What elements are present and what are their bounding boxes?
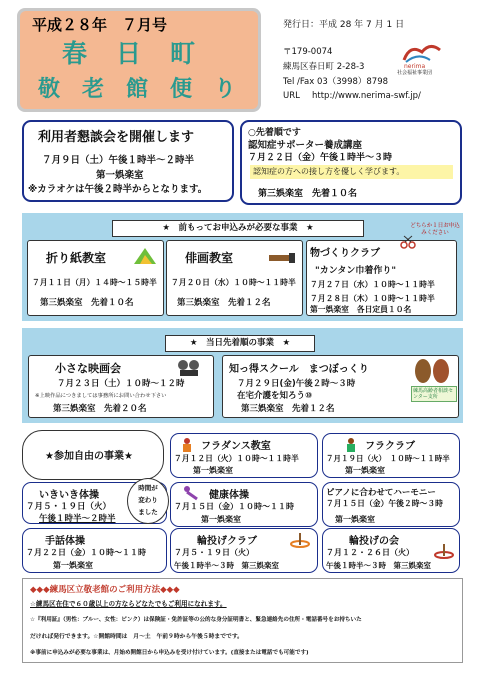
wanage-club-title: 輪投げクラブ — [197, 536, 257, 547]
monozukuri-date1: ７月２７日（水）１０時～１１時半 — [310, 280, 435, 289]
shuwa-date: ７月２２日（金）１０時～１１時 — [26, 548, 146, 557]
movie-card — [28, 355, 214, 418]
ikiiki-callout-1: 時間が — [138, 484, 158, 492]
url-link[interactable]: http://www.nerima-swf.jp/ — [312, 91, 421, 101]
meeting-title: 利用者懇談会を開催します — [38, 130, 195, 145]
school-title: 知っ得スクール まつぼっくり — [229, 364, 369, 375]
haiku-date: ７月２０日（水）１０時～１１時半 — [171, 278, 296, 287]
ikiiki-date: ７月５・１９日（火） — [26, 502, 112, 512]
piano-title: ピアノに合わせてハーモニー — [326, 488, 436, 498]
ikiiki-callout-3: ました — [138, 508, 158, 516]
ikiiki-callout — [127, 478, 169, 524]
wanage-kai-date: ７月１２・２６日（火） — [326, 548, 414, 557]
wanage-club-card — [170, 528, 318, 573]
dementia-title: 認知症サポーター養成講座 — [248, 140, 363, 151]
kenko-card — [170, 482, 318, 527]
hulaclub-title: フラクラブ — [365, 441, 415, 452]
wanage-kai-time: 午後１時半～３時 第三娯楽室 — [326, 561, 431, 570]
footer-title: ◆◆◆練馬区立敬老館のご利用方法◆◆◆ — [30, 585, 180, 595]
school-callout: 練馬高齢者相談センター支所 — [411, 386, 457, 402]
footer-line-3: だければ発行できます。☆開館時間は 月～土 午前９時から午後５時までです。 — [30, 634, 243, 640]
issue-date: 発行日：平成 28 年 7 月 1 日 — [283, 20, 405, 30]
hula-card — [170, 433, 318, 478]
hula-date: ７月１２日（火）１０時～１１時半 — [174, 454, 299, 463]
dementia-note: 認知症の方への接し方を優しく学びます。 — [250, 165, 453, 179]
url-label: URL — [283, 91, 300, 101]
ikiiki-title: いきいき体操 — [39, 490, 99, 501]
footer-line-2: ☆『利用証』（男性：ブルー、女性：ピンク）は保険証・免許証等の公的な身分証明書と、緊急連絡先の住所・電話番号をお持ちいた — [30, 617, 362, 623]
footer-line-1: ☆練馬区在住で６０歳以上の方ならどなたでもご利用になれます。 — [30, 600, 227, 608]
meeting-date: ７月９日（土）午後１時半～２時半 — [42, 155, 195, 166]
dementia-head: ○先着順です — [248, 128, 301, 138]
masthead-subtitle: 敬 老 館 便 り — [38, 77, 237, 102]
wanage-club-time: 午後１時半～３時 第三娯楽室 — [174, 561, 279, 570]
movie-title: 小さな映画会 — [55, 362, 121, 375]
kenko-title: 健康体操 — [209, 490, 249, 501]
brush-icon — [267, 249, 297, 271]
shuwa-place: 第一娯楽室 — [53, 561, 93, 570]
shuwa-title: 手話体操 — [45, 536, 85, 547]
movie-place: 第三娯楽室 先着２０名 — [53, 404, 147, 414]
monozukuri-title: 物づくりクラブ — [310, 248, 380, 259]
tel-fax: Tel /Fax 03（3998）8798 — [283, 77, 389, 87]
hula-title: フラダンス教室 — [201, 441, 271, 452]
wanage-kai-card — [322, 528, 460, 573]
pinecone-icon — [413, 358, 453, 388]
ikiiki-callout-2: 変わり — [138, 496, 158, 504]
dementia-date: ７月２２日（金）午後１時半～３時 — [248, 153, 393, 163]
monozukuri-date2: ７月２８日（木）１０時～１１時半 — [310, 294, 435, 303]
origami-title: 折り紙教室 — [46, 251, 107, 265]
haiku-place: 第三娯楽室 先着１２名 — [177, 298, 271, 308]
logo-text-en: nerima — [404, 63, 426, 70]
masthead-title: 春 日 町 — [62, 39, 198, 68]
ikiiki-time: 午後１時半～２時半 — [39, 514, 116, 524]
school-place: 第三娯楽室 先着１２名 — [241, 404, 335, 414]
nerima-logo-icon — [400, 42, 444, 64]
firstcome-header: ★ 当日先着順の事業 ★ — [165, 335, 315, 352]
ring-toss-icon — [289, 532, 311, 552]
school-card — [222, 355, 459, 418]
free-header-box — [22, 430, 164, 480]
school-date: ７月２９日(金)午後２時～３時 — [237, 379, 356, 389]
meeting-place: 第一娯楽室 — [96, 170, 144, 181]
paper-crane-icon — [132, 246, 158, 272]
footer-line-4: ※事前に申込みが必要な事業は、月始め開館日から申込みを受け付けています。(直接または電話でも可能です) — [30, 650, 309, 656]
hula-place: 第一娯楽室 — [193, 466, 233, 475]
movie-note: ※上映作品につきましては事務所にお問い合わせ下さい — [35, 393, 167, 399]
haiku-card — [166, 240, 303, 316]
piano-card — [322, 482, 460, 527]
logo-text-jp: 社会福祉事業団 — [397, 70, 433, 76]
origami-place: 第三娯楽室 先着１０名 — [40, 298, 134, 308]
meeting-note: ※カラオケは午後２時半からとなります。 — [28, 184, 208, 195]
postal-code: 〒179-0074 — [283, 47, 333, 57]
origami-card — [27, 240, 164, 316]
school-sub: 在宅介護を知ろう⑩ — [237, 391, 313, 401]
origami-date: ７月１１日（月）１４時～１５時半 — [32, 278, 157, 287]
monozukuri-callout: どちらか１日お申込みください — [410, 223, 460, 236]
monozukuri-place: 第一娯楽室 各日定員１０名 — [310, 305, 412, 314]
haiku-title: 俳画教室 — [185, 251, 234, 265]
movie-date: ７月２３日（土）１０時～１２時 — [57, 379, 185, 389]
hulaclub-date: ７月１９日（火） １０時～１１時半 — [326, 454, 450, 463]
issue-label: 平成２８年 ７月号 — [32, 16, 168, 34]
piano-date: ７月１５日（金）午後２時～３時 — [326, 499, 443, 508]
dementia-box — [240, 120, 462, 205]
monozukuri-sub: "カンタン巾着作り" — [315, 266, 397, 276]
reserve-header: ★ 前もってお申込みが必要な事業 ★ — [112, 220, 364, 237]
piano-place: 第一娯楽室 — [335, 515, 375, 524]
free-header: ★参加自由の事業★ — [45, 451, 133, 462]
monozukuri-card — [306, 240, 457, 316]
kenko-date: ７月１５日（金）１０時～１１時 — [174, 502, 294, 511]
scissors-icon — [400, 234, 416, 253]
hulaclub-card — [322, 433, 460, 478]
dementia-place: 第三娯楽室 先着１０名 — [258, 189, 358, 199]
kenko-place: 第一娯楽室 — [201, 515, 241, 524]
address: 練馬区春日町 2-28-3 — [283, 62, 365, 72]
wanage-kai-title: 輪投げの会 — [349, 536, 399, 547]
shuwa-card — [22, 528, 167, 573]
ring-toss-kai-icon — [433, 543, 455, 563]
hulaclub-place: 第一娯楽室 — [345, 466, 385, 475]
meeting-box — [22, 120, 234, 202]
wanage-club-date: ７月５・１９日（火） — [174, 548, 254, 557]
